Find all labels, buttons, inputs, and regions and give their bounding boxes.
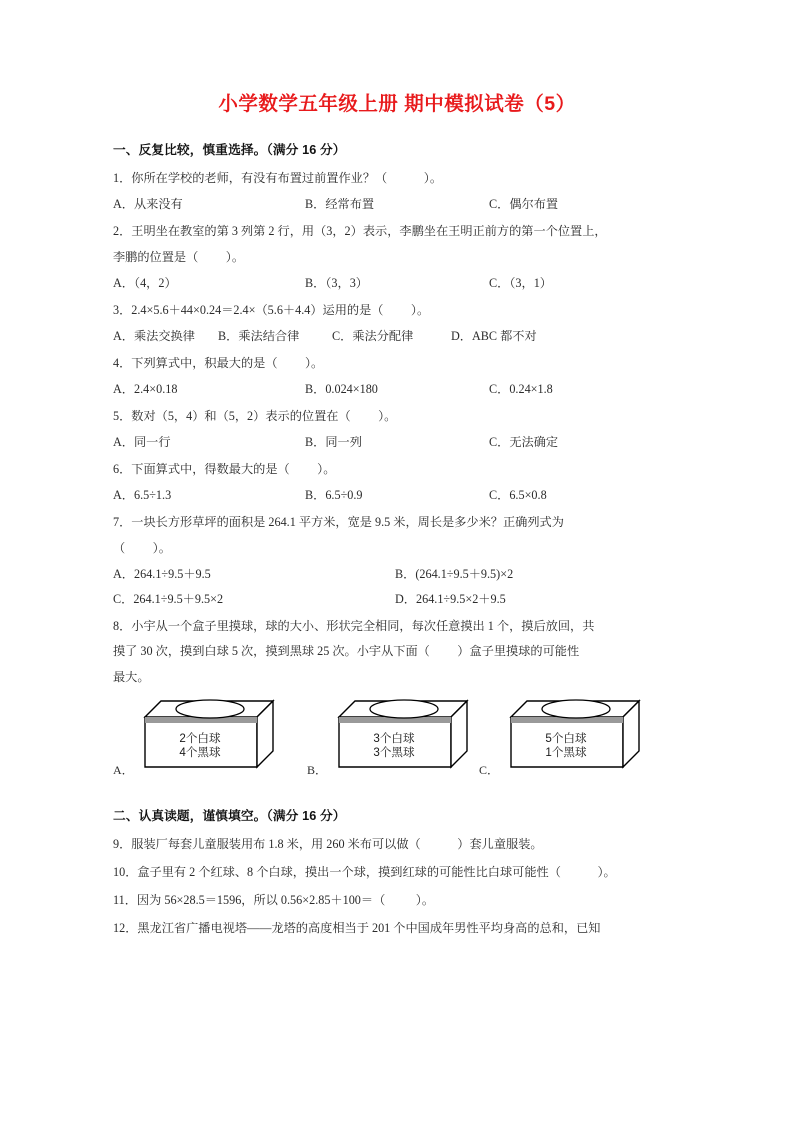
box-3d-icon <box>325 695 470 775</box>
question-2-option-c[interactable] <box>489 274 552 293</box>
question-5-option-a[interactable] <box>113 433 171 452</box>
question-7-text-continued: （ ）。 <box>113 540 171 555</box>
box-option-a[interactable] <box>113 695 288 787</box>
question-11-text: 11．因为 56×28.5＝1596，所以 0.56×2.85＋100＝（ ）。 <box>113 893 435 908</box>
option-letter: B． <box>395 566 416 581</box>
box-a-line-1: 2个白球 <box>179 732 221 746</box>
question-1-option-b[interactable] <box>305 195 374 214</box>
option-letter: D． <box>451 328 472 343</box>
question-7-text: 7．一块长方形草坪的面积是 264.1 平方米，宽是 9.5 米，周长是多少米？正确列式为 <box>113 514 564 529</box>
question-6-option-b[interactable] <box>305 486 363 505</box>
question-2-option-a[interactable] <box>113 274 177 293</box>
option-text: 6.5÷0.9 <box>325 487 363 502</box>
section-heading-2: 二、认真读题，谨慎填空。（满分 16 分） <box>113 809 346 824</box>
box-c-line-2: 1个黑球 <box>545 746 587 760</box>
question-5-option-c[interactable] <box>489 433 558 452</box>
question-3-option-d[interactable] <box>451 327 537 346</box>
question-1-option-c[interactable] <box>489 195 558 214</box>
question-6-options <box>113 486 681 504</box>
option-letter: B． <box>305 487 326 502</box>
box-option-c-label: C． <box>479 762 500 777</box>
question-5-options <box>113 433 681 451</box>
option-letter: A． <box>113 197 134 212</box>
option-letter: A． <box>113 328 134 343</box>
question-6-text: 6．下面算式中，得数最大的是（ ）。 <box>113 461 336 476</box>
question-4-option-a[interactable] <box>113 380 177 399</box>
question-7-option-d[interactable] <box>395 590 506 609</box>
question-9-text: 9．服装厂每套儿童服装用布 1.8 米，用 260 米布可以做（ ）套儿童服装。 <box>113 837 543 852</box>
question-10 <box>113 863 681 882</box>
question-8-text-continued-2: 最大。 <box>113 670 150 685</box>
question-3-option-a[interactable] <box>113 327 195 346</box>
question-5 <box>113 407 681 451</box>
box-option-c[interactable] <box>479 695 654 787</box>
option-text: （4，2） <box>134 276 177 291</box>
option-text: 经常布置 <box>325 197 375 212</box>
question-3-option-b[interactable] <box>218 327 299 346</box>
option-text: 2.4×0.18 <box>134 381 178 396</box>
option-text: 从来没有 <box>134 197 183 212</box>
question-5-text: 5．数对（5，4）和（5，2）表示的位置在（ ）。 <box>113 408 397 423</box>
option-letter: B． <box>305 381 326 396</box>
option-letter: C． <box>489 434 510 449</box>
question-2-options <box>113 274 681 292</box>
box-b-line-1: 3个白球 <box>373 732 415 746</box>
option-text: 乘法交换律 <box>134 328 195 343</box>
question-4 <box>113 354 681 398</box>
question-10-text: 10．盒子里有 2 个红球、8 个白球，摸出一个球，摸到红球的可能性比白球可能性（ ）。 <box>113 865 616 880</box>
option-text: （3，1） <box>509 276 552 291</box>
option-text: 无法确定 <box>509 434 559 449</box>
box-b-line-2: 3个黑球 <box>373 746 415 760</box>
box-a-line-2: 4个黑球 <box>179 746 221 760</box>
question-12-text: 12．黑龙江省广播电视塔——龙塔的高度相当于 201 个中国成年男性平均身高的总和，已知 <box>113 920 601 935</box>
box-option-b[interactable] <box>307 695 482 787</box>
option-text: 偶尔布置 <box>509 197 559 212</box>
option-letter: B． <box>305 276 326 291</box>
option-letter: B． <box>305 197 326 212</box>
question-7-option-a[interactable] <box>113 565 211 584</box>
option-letter: C． <box>332 328 353 343</box>
option-text: 264.1÷9.5＋9.5 <box>134 566 211 581</box>
question-7-options-row-2 <box>113 590 681 608</box>
box-c-line-1: 5个白球 <box>545 732 587 746</box>
option-letter: A． <box>113 381 134 396</box>
option-text: 0.024×180 <box>325 381 378 396</box>
option-text: 264.1÷9.5×2＋9.5 <box>416 591 506 606</box>
question-6-option-c[interactable] <box>489 486 547 505</box>
question-4-text: 4．下列算式中，积最大的是（ ）。 <box>113 355 324 370</box>
box-option-a-label: A． <box>113 762 134 777</box>
question-8-text: 8．小宇从一个盒子里摸球，球的大小、形状完全相同，每次任意摸出 1 个，摸后放回，共 <box>113 618 595 633</box>
option-text: 6.5÷1.3 <box>134 487 172 502</box>
question-7-option-c[interactable] <box>113 590 223 609</box>
page-content <box>113 92 681 947</box>
option-letter: A． <box>113 434 134 449</box>
question-8 <box>113 617 681 788</box>
question-9 <box>113 835 681 854</box>
box-3d-icon <box>497 695 642 775</box>
question-1-option-a[interactable] <box>113 195 183 214</box>
option-letter: B． <box>305 434 326 449</box>
question-2-text: 2．王明坐在教室的第 3 列第 2 行，用（3，2）表示，李鹏坐在王明正前方的第一个位置上， <box>113 224 607 239</box>
question-2-text-continued: 李鹏的位置是（ ）。 <box>113 250 245 265</box>
question-7-option-b[interactable] <box>395 565 513 584</box>
option-letter: A． <box>113 276 134 291</box>
option-letter: D． <box>395 591 416 606</box>
question-3-options <box>113 327 681 345</box>
option-letter: A． <box>113 566 134 581</box>
option-text: 同一行 <box>134 434 171 449</box>
option-text: ABC 都不对 <box>472 328 537 343</box>
option-letter: C． <box>489 381 510 396</box>
option-text: 6.5×0.8 <box>509 487 547 502</box>
question-4-option-b[interactable] <box>305 380 378 399</box>
question-8-text-continued: 摸了 30 次，摸到白球 5 次，摸到黑球 25 次。小宇从下面（ ）盒子里摸球的可能性 <box>113 644 580 659</box>
question-5-option-b[interactable] <box>305 433 362 452</box>
question-6-option-a[interactable] <box>113 486 171 505</box>
option-text: 0.24×1.8 <box>509 381 553 396</box>
option-letter: C． <box>489 487 510 502</box>
question-7-options-row-1 <box>113 565 681 583</box>
option-text: （3，3） <box>325 276 368 291</box>
question-11 <box>113 891 681 910</box>
question-12 <box>113 919 681 938</box>
question-4-option-c[interactable] <box>489 380 553 399</box>
box-3d-icon <box>131 695 276 775</box>
option-text: (264.1÷9.5＋9.5)×2 <box>415 566 514 581</box>
option-text: 乘法结合律 <box>238 328 300 343</box>
option-text: 乘法分配律 <box>352 328 414 343</box>
question-8-box-figures <box>113 695 681 787</box>
question-6 <box>113 460 681 504</box>
question-1-text: 1．你所在学校的老师，有没有布置过前置作业？（ ）。 <box>113 171 443 186</box>
option-letter: B． <box>218 328 239 343</box>
question-3-text: 3．2.4×5.6＋44×0.24＝2.4×（5.6＋4.4）运用的是（ ）。 <box>113 303 430 318</box>
question-2 <box>113 222 681 292</box>
option-text: 264.1÷9.5＋9.5×2 <box>133 591 224 606</box>
option-text: 同一列 <box>325 434 362 449</box>
option-letter: C． <box>489 197 510 212</box>
section-heading-1: 一、反复比较，慎重选择。（满分 16 分） <box>113 143 346 158</box>
question-7 <box>113 513 681 608</box>
option-letter: A． <box>113 487 134 502</box>
option-letter: C． <box>113 591 134 606</box>
question-1-options <box>113 195 681 213</box>
page-title: 小学数学五年级上册 期中模拟试卷（5） <box>218 93 576 115</box>
question-1 <box>113 169 681 213</box>
question-3 <box>113 301 681 345</box>
option-letter: C． <box>489 276 510 291</box>
question-4-options <box>113 380 681 398</box>
box-option-b-label: B． <box>307 762 328 777</box>
question-3-option-c[interactable] <box>332 327 413 346</box>
question-2-option-b[interactable] <box>305 274 368 293</box>
